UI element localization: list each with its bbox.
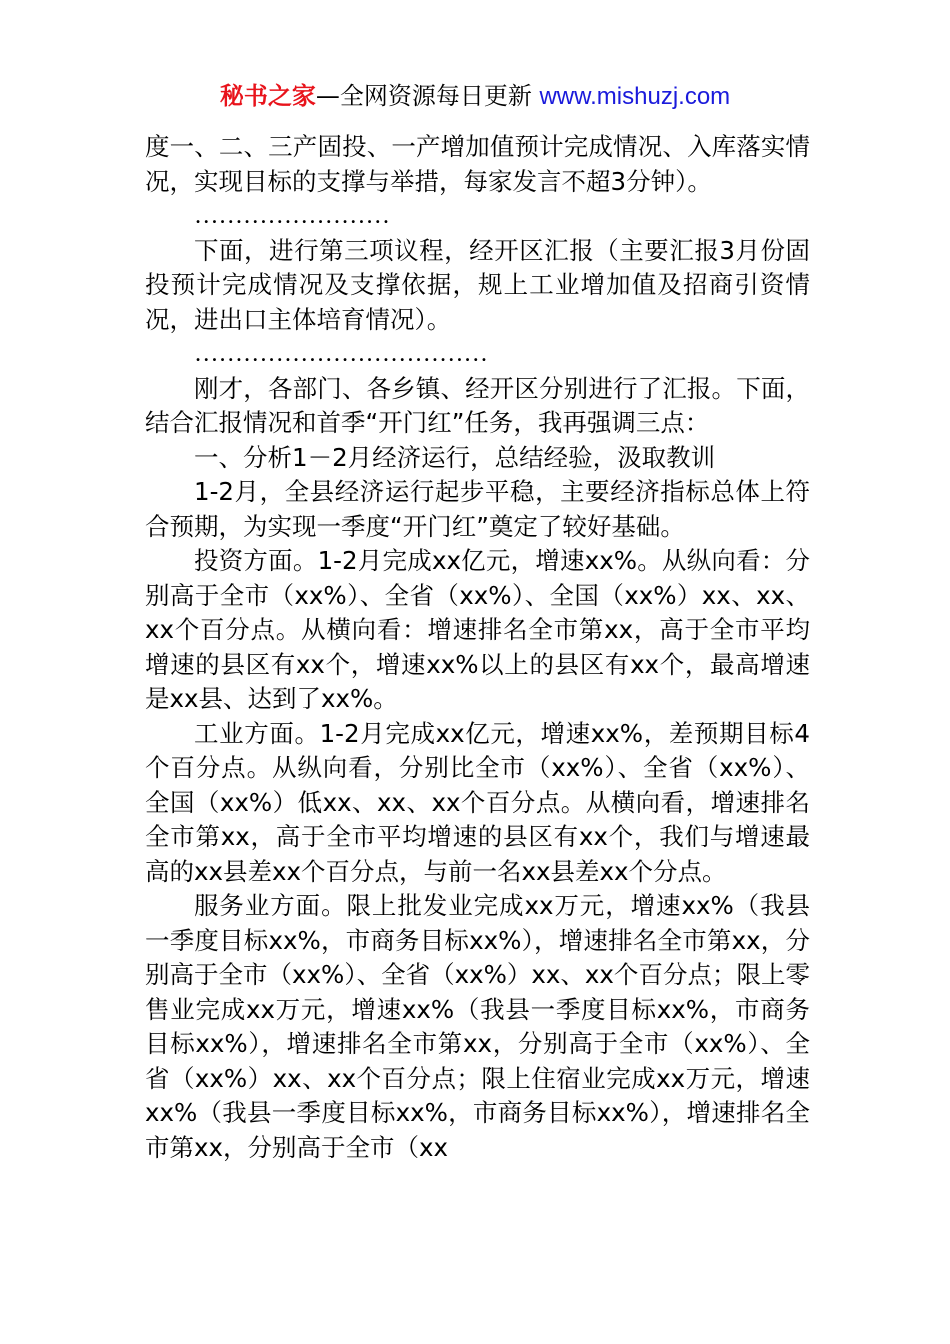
ellipsis-separator: …………………… bbox=[194, 202, 390, 229]
paragraph-industry: 工业方面。1-2月完成xx亿元，增速xx%，差预期目标4个百分点。从纵向看，分别比全市（xx%）、全省（xx%）、全国（xx%）低xx、xx、xx个百分点。从横向看，增速排名全市第xx，高于全市平均增速的县区有xx个，我们与增速最高的xx县差xx个百分点，与前一名xx县差xx个分点。 bbox=[145, 718, 810, 886]
site-tagline: —全网资源每日更新 bbox=[315, 82, 540, 110]
site-url-link[interactable]: www.mishuzj.com bbox=[539, 83, 731, 110]
ellipsis-separator: ……………………………… bbox=[194, 340, 488, 367]
paragraph-services: 服务业方面。限上批发业完成xx万元，增速xx%（我县一季度目标xx%，市商务目标xx%），增速排名全市第xx，分别高于全市（xx%）、全省（xx%）xx、xx个百分点；限上零售业完成xx万元，增速xx%（我县一季度目标xx%，市商务目标xx%），增速排名全市第xx，分别高于全市（xx%）、全省（xx%）xx、xx个百分点；限上住宿业完成xx万元，增速xx%（我县一季度目标xx%，市商务目标xx%），增速排名全市第xx，分别高于全市（xx bbox=[145, 891, 810, 1162]
paragraph-agenda-3: 下面，进行第三项议程，经开区汇报（主要汇报3月份固投预计完成情况及支撑依据，规上工业增加值及招商引资情况，进出口主体培育情况）。 bbox=[145, 235, 810, 334]
section-heading: 一、分析1－2月经济运行，总结经验，汲取教训 bbox=[194, 442, 716, 472]
document-body bbox=[145, 130, 810, 1165]
paragraph-intro: 刚才，各部门、各乡镇、经开区分别进行了汇报。下面，结合汇报情况和首季“开门红”任务，我再强调三点： bbox=[145, 373, 810, 437]
paragraph-overview: 1-2月，全县经济运行起步平稳，主要经济指标总体上符合预期，为实现一季度“开门红”奠定了较好基础。 bbox=[145, 477, 810, 541]
paragraph-investment: 投资方面。1-2月完成xx亿元，增速xx%。从纵向看：分别高于全市（xx%）、全省（xx%）、全国（xx%）xx、xx、xx个百分点。从横向看：增速排名全市第xx，高于全市平均增速的县区有xx个，增速xx%以上的县区有xx个，最高增速是xx县、达到了xx%。 bbox=[145, 546, 810, 713]
brand-name: 秘书之家 bbox=[219, 82, 316, 110]
site-header bbox=[0, 78, 950, 115]
paragraph-continuation: 度一、二、三产固投、一产增加值预计完成情况、入库落实情况，实现目标的支撑与举措，每家发言不超3分钟）。 bbox=[145, 132, 810, 196]
